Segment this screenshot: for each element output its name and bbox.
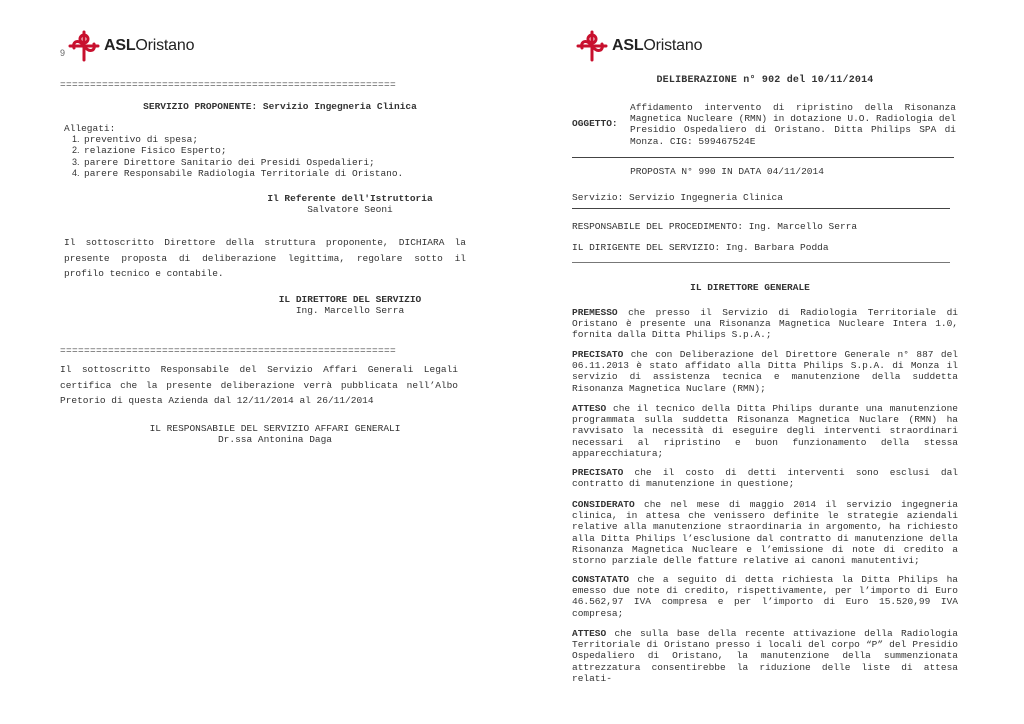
servizio: Servizio: Servizio Ingegneria Clinica (572, 192, 783, 203)
referente-block (260, 193, 440, 215)
asl-oristano-logo (68, 30, 194, 62)
oggetto-text: Affidamento intervento di ripristino della Risonanza Magnetica Nucleare (RMN) in dotazione U.O. Radiologia del Presidio Ospedaliero di Oristano. Ditta Philips SPA di Monza. CIG: 599467524E (630, 102, 956, 147)
direttore-servizio-name: Ing. Marcello Serra (295, 305, 405, 317)
referente-name: Salvatore Seoni (307, 204, 393, 216)
paragraph-atteso: ATTESO che il tecnico della Ditta Philips durante una manutenzione programmata sulla suddetta Risonanza Magnetica Nuclare (RMN) ha ravvisato la necessità di eseguire degli interventi straordinari necessari al ripristino e buon funzionamento della stessa apparecchiatura; (572, 403, 958, 459)
paragraph-premesso: PREMESSO che presso il Servizio di Radiologia Territoriale di Oristano è presente una Risonanza Magnetica Nucleare Intera 1.0, fornita dalla Ditta Philips S.p.A.; (572, 307, 958, 341)
allegato-item: 2. relazione Fisico Esperto; (82, 145, 464, 156)
affari-generali-title: IL RESPONSABILE DEL SERVIZIO AFFARI GENERALI (149, 423, 401, 434)
paragraph-precisato: PRECISATO che con Deliberazione del Direttore Generale n° 887 del 06.11.2013 è stato affidato alla Ditta Philips S.p.A. di Monza il servizio di assistenza tecnica e manutenzione della suddetta Risonanza Magnetica Nuclare (RMN); (572, 349, 958, 394)
brand-name: ASLOristano (104, 37, 195, 54)
paragraph-constatato: CONSTATATO che a seguito di detta richiesta la Ditta Philips ha emesso due note di credito, rispettivamente, per l’importo di Euro 46.562,97 IVA compresa e per l’importo di Euro 15.520,99 IVA compresa; (572, 574, 958, 619)
allegati-block (64, 123, 464, 179)
deliberazione-title: DELIBERAZIONE n° 902 del 10/11/2014 (656, 75, 874, 86)
affari-generali-block (130, 423, 420, 445)
separator: ======================================================== (60, 79, 397, 90)
allegati-list (64, 134, 464, 179)
separator: ======================================================== (60, 345, 397, 356)
affari-generali-name: Dr.ssa Antonina Daga (217, 434, 333, 446)
asl-cross-logo-icon (68, 30, 100, 62)
responsabile-procedimento: RESPONSABILE DEL PROCEDIMENTO: Ing. Marcello Serra (572, 221, 858, 232)
direttore-generale-heading: IL DIRETTORE GENERALE (690, 282, 810, 293)
allegato-item: 4. parere Responsabile Radiologia Territoriale di Oristano. (82, 168, 464, 179)
divider (572, 208, 950, 209)
pubblicazione-text: Il sottoscritto Responsabile del Servizio Affari Generali Legali certifica che la presente deliberazione verrà pubblicata nell’Albo Pretorio di questa Azienda dal 12/11/2014 al 26/11/2014 (60, 364, 458, 406)
allegati-label: Allegati: (64, 123, 116, 134)
direttore-servizio-block (260, 294, 440, 316)
paragraph-considerato: CONSIDERATO che nel mese di maggio 2014 il servizio ingegneria clinica, in attesa che venissero definite le strategie aziendali relative alla manutenzione straordinaria in argomento, ha richiesto alla Ditta Philips l’esclusione dal contratto di manutenzione della Risonanza Magnetica Nucleare e l’emissione di note di credito a storno parziale delle fatture relative ai canoni manutentivi; (572, 499, 958, 567)
proposta: PROPOSTA N° 990 IN DATA 04/11/2014 (630, 166, 824, 177)
asl-cross-logo-icon (576, 30, 608, 62)
right-page (572, 0, 958, 724)
paragraph-atteso-attivazione: ATTESO che sulla base della recente attivazione della Radiologia Territoriale di Oristano presso i locali del corpo “P” del Presidio Ospedaliero di Oristano, la manutenzione della summenzionata attrezzatura consentirebbe la riduzione delle liste di attesa relati- (572, 628, 958, 684)
asl-oristano-logo (576, 30, 702, 62)
divider (572, 262, 950, 263)
brand-name: ASLOristano (612, 37, 703, 54)
divider (572, 157, 954, 158)
dichiara-text: Il sottoscritto Direttore della struttura proponente, DICHIARA la presente proposta di deliberazione legittima, regolare sotto il profilo tecnico e contabile. (64, 237, 466, 279)
referente-title: Il Referente dell'Istruttoria (267, 193, 433, 204)
allegato-item: 1. preventivo di spesa; (82, 134, 464, 145)
paragraph-precisato-costo: PRECISATO che il costo di detti interventi sono esclusi dal contratto di manutenzione in questione; (572, 467, 958, 490)
dirigente-servizio: IL DIRIGENTE DEL SERVIZIO: Ing. Barbara Podda (572, 242, 829, 253)
direttore-servizio-title: IL DIRETTORE DEL SERVIZIO (278, 294, 422, 305)
allegato-item: 3. parere Direttore Sanitario dei Presidi Ospedalieri; (82, 157, 464, 168)
page-number: 9 (60, 48, 66, 58)
oggetto-label: OGGETTO: (572, 118, 618, 129)
left-page (60, 0, 470, 724)
servizio-proponente: SERVIZIO PROPONENTE: Servizio Ingegneria Clinica (143, 101, 417, 112)
